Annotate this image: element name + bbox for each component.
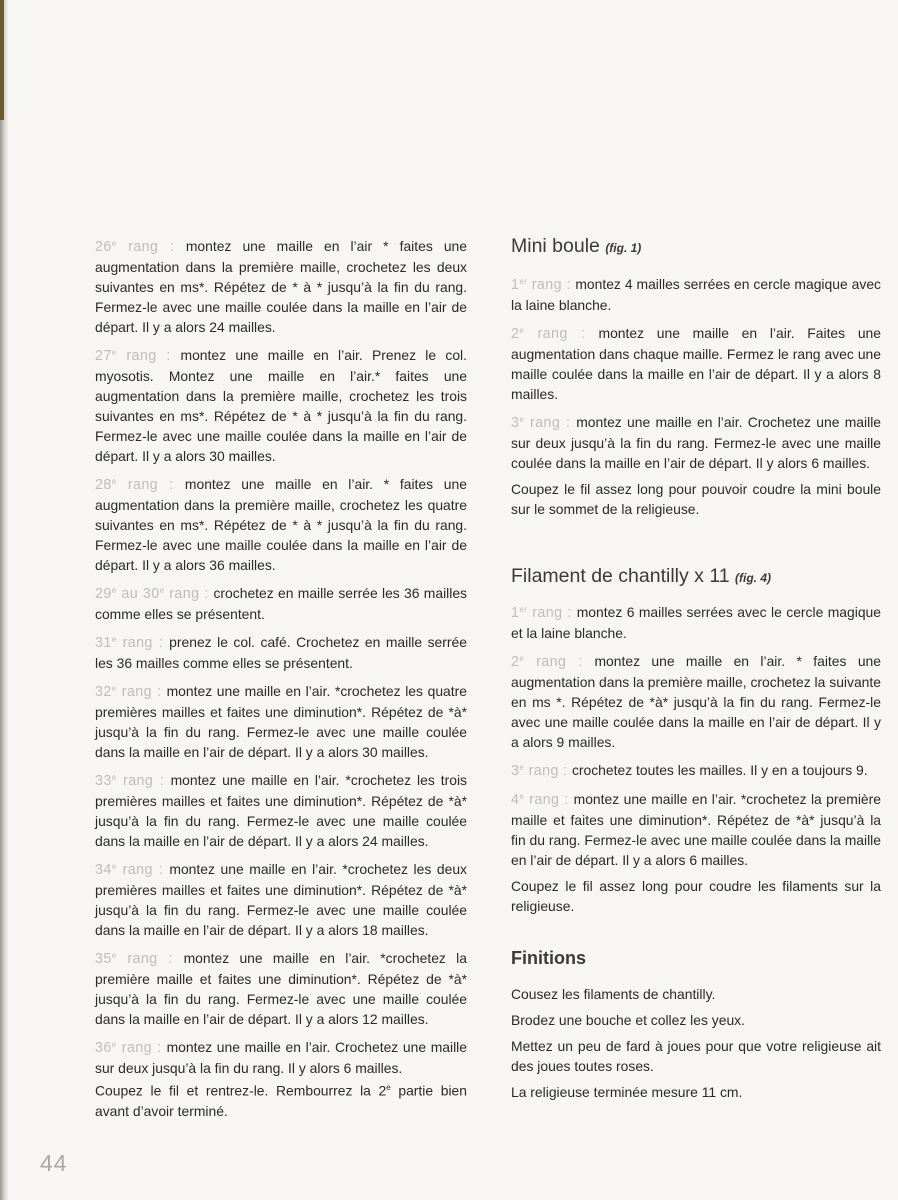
row-29-30: 29e au 30e rang : crochetez en maille serrée les 36 mailles comme elles se présentent. (95, 585, 468, 622)
filament-row-4: 4e rang : montez une maille en l’air. *crochetez la première maille et faites une diminution*. Répétez de *à* jusqu’à la fin du rang. Fermez-le avec une maille coulée dans la maille en l’air de départ. Il y a alors 6 mailles. (511, 791, 881, 868)
row-27: 27e rang : montez une maille en l’air. Prenez le col. myosotis. Montez une maille en l’air.* faites une augmentation dans la première maille, crochetez les trois suivantes en ms*. Répétez de * à * jusqu’à la fin du rang. Fermez-le avec une maille coulée dans la maille en l’air de départ. Il y a alors 30 mailles. (95, 347, 467, 464)
row-36: 36e rang : montez une maille en l’air. Crochetez une maille sur deux jusqu’à la fin du rang. Il y alors 6 mailles. (95, 1039, 467, 1076)
filament-row-1: 1er rang : montez 6 mailles serrées avec le cercle magique et la laine blanche. (511, 604, 882, 641)
row-33: 33e rang : montez une maille en l’air. *crochetez les trois premières mailles et faites une diminution*. Répétez de *à* jusqu’à la fin du rang. Fermez-le avec une maille coulée dans la maille en l’air de départ. Il y a alors 24 mailles. (95, 772, 467, 849)
left-closing-note: Coupez le fil et rentrez-le. Rembourrez la 2e partie bien avant d’avoir terminé. (95, 1082, 468, 1119)
mini-row-1: 1er rang : montez 4 mailles serrées en cercle magique avec la laine blanche. (511, 276, 881, 313)
left-column (95, 234, 467, 1127)
mini-boule-section (511, 272, 881, 525)
filament-row-3: 3e rang : crochetez toutes les mailles. Il y en a toujours 9. (511, 762, 868, 779)
row-34: 34e rang : montez une maille en l’air. *crochetez les deux premières mailles et faites une diminution*. Répétez de *à* jusqu’à la fin du rang. Fermez-le avec une maille coulée dans la maille en l’air de départ. Il y a alors 18 mailles. (95, 861, 467, 938)
row-32: 32e rang : montez une maille en l’air. *crochetez les quatre premières mailles et faites une diminution*. Répétez de *à* jusqu’à la fin du rang. Fermez-le avec une maille coulée dans la maille en l’air de départ. Il y a alors 30 mailles. (95, 683, 467, 760)
mini-closing: Coupez le fil assez long pour pouvoir coudre la mini boule sur le sommet de la religieuse. (511, 481, 881, 517)
finitions-section (511, 984, 881, 1108)
filament-row-2: 2e rang : montez une maille en l’air. * faites une augmentation dans la première maille, crochetez la suivante en ms *. Répétez de *à* jusqu’à la fin du rang. Fermez-le avec une maille coulée dans la maille en l’air de départ. Il y a alors 9 mailles. (511, 653, 881, 750)
mini-row-2: 2e rang : montez une maille en l’air. Faites une augmentation dans chaque maille. Fermez le rang avec une maille coulée dans la maille en l’air de départ. Il y a alors 8 mailles. (511, 325, 881, 402)
finitions-line: Brodez une bouche et collez les yeux. (511, 1012, 745, 1028)
page-number: 44 (40, 1150, 68, 1176)
mini-row-3: 3e rang : montez une maille en l’air. Crochetez une maille sur deux jusqu’à la fin du rang. Fermez-le avec une maille coulée dans la maille en l’air de départ. Il y alors 6 mailles. (511, 414, 882, 471)
filament-section (511, 600, 881, 922)
row-26: 26e rang : montez une maille en l’air * faites une augmentation dans la première maille, crochetez les deux suivantes en ms*. Répétez de * à * jusqu’à la fin du rang. Fermez-le avec une maille coulée dans la maille en l’air de départ. Il y a alors 24 mailles. (95, 238, 467, 335)
filament-closing: Coupez le fil assez long pour coudre les filaments sur la religieuse. (511, 878, 881, 914)
filament-heading: Filament de chantilly x 11 (fig. 4) (511, 565, 771, 587)
finitions-line: La religieuse terminée mesure 11 cm. (511, 1084, 743, 1100)
row-35: 35e rang : montez une maille en l’air. *crochetez la première maille et faites une diminution*. Répétez de *à* jusqu’à la fin du rang. Fermez-le avec une maille coulée dans la maille en l’air de départ. Il y a alors 12 mailles. (95, 950, 467, 1027)
book-spine-shadow (0, 0, 8, 1200)
row-31: 31e rang : prenez le col. café. Crochetez en maille serrée les 36 mailles comme elles se présentent. (95, 634, 467, 671)
finitions-heading: Finitions (511, 948, 586, 968)
mini-boule-heading: Mini boule (fig. 1) (511, 235, 642, 257)
finitions-line: Cousez les filaments de chantilly. (511, 986, 716, 1002)
book-spine-edge (0, 0, 4, 120)
row-28: 28e rang : montez une maille en l’air. * faites une augmentation dans la première maille, crochetez les quatre suivantes en ms*. Répétez de * à * jusqu’à la fin du rang. Fermez-le avec une maille coulée dans la maille en l’air de départ. Il y a alors 36 mailles. (95, 476, 467, 573)
finitions-line: Mettez un peu de fard à joues pour que votre religieuse ait des joues toutes roses. (511, 1038, 881, 1074)
